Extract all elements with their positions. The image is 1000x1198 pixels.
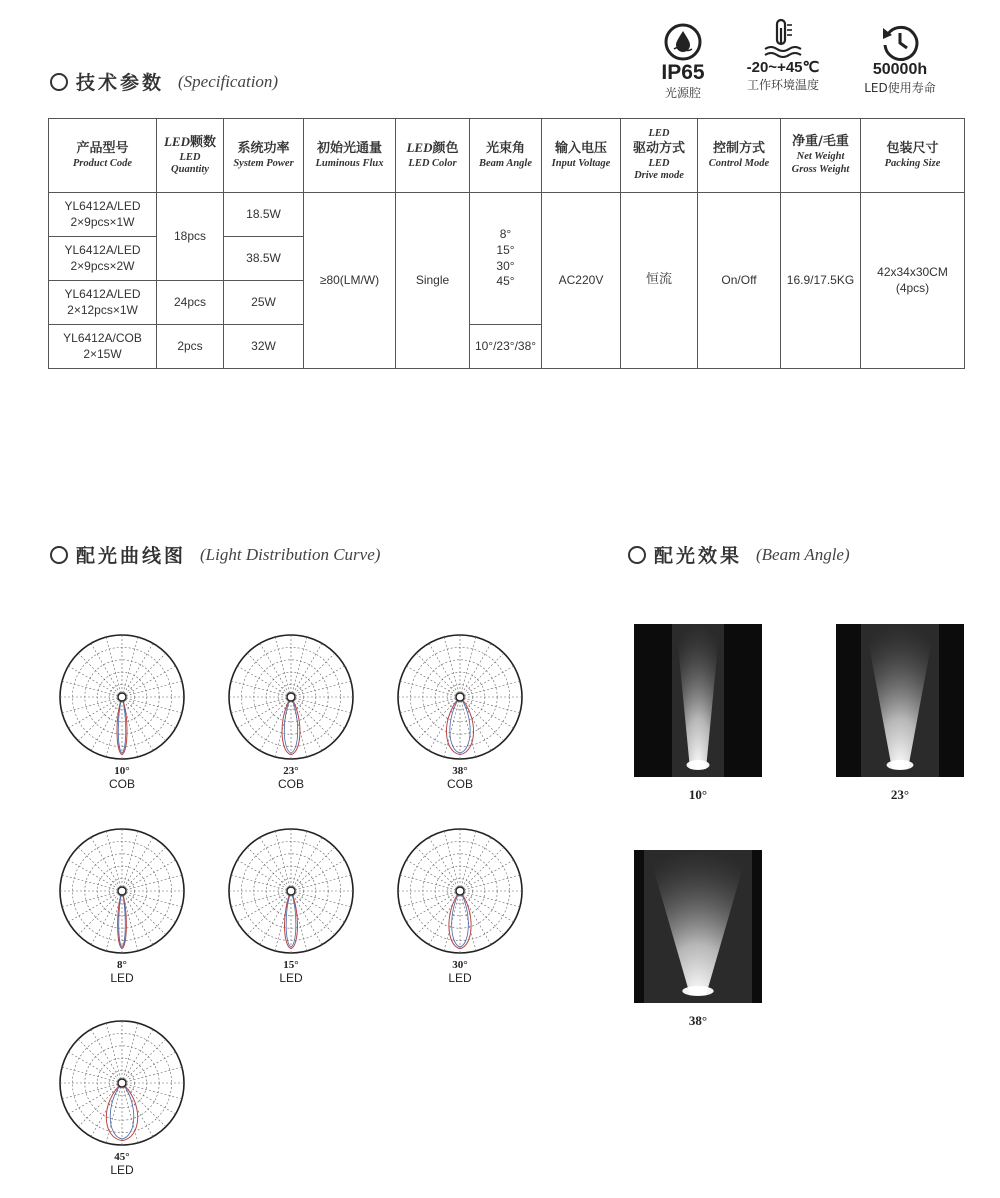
beam-hotspot bbox=[887, 760, 914, 770]
spec-heading bbox=[50, 68, 278, 95]
beam-degree-label: 38° bbox=[688, 1013, 708, 1028]
header-input-voltage: 输入电压 Input Voltage bbox=[542, 119, 621, 193]
cell-packing-size: 42x34x30CM (4pcs) bbox=[861, 193, 965, 369]
header-drive-mode: LED 驱动方式 LED Drive mode bbox=[621, 119, 698, 193]
curve-type-label: COB bbox=[277, 777, 304, 791]
beam-degree-label: 10° bbox=[688, 787, 708, 802]
cell-luminous-flux: ≥80(LM/W) bbox=[304, 193, 396, 369]
cell-weight: 16.9/17.5KG bbox=[781, 193, 861, 369]
header-control-mode: 控制方式 Control Mode bbox=[698, 119, 781, 193]
beam-photo bbox=[634, 850, 762, 1003]
curve-degree-label: 38° bbox=[452, 765, 468, 777]
cell-system-power: 32W bbox=[224, 325, 304, 369]
polar-center bbox=[456, 887, 464, 895]
header-led-quantity: LED颗数 LED Quantity bbox=[157, 119, 224, 193]
cell-led-color: Single bbox=[396, 193, 470, 369]
table-row bbox=[49, 193, 965, 237]
curve-degree-label: 30° bbox=[452, 959, 468, 971]
beam-heading bbox=[628, 541, 850, 568]
header-system-power: 系统功率 System Power bbox=[224, 119, 304, 193]
header-weight: 净重/毛重 Net Weight Gross Weight bbox=[781, 119, 861, 193]
cell-drive-mode: 恒流 bbox=[621, 193, 698, 369]
beam-title-zh: 配光效果 bbox=[654, 545, 743, 567]
polar-curve-38-cob bbox=[390, 628, 530, 791]
beam-hotspot bbox=[682, 986, 713, 996]
cell-product-code: YL6412A/COB 2×15W bbox=[49, 325, 157, 369]
ip65-badge bbox=[640, 22, 726, 101]
polar-center bbox=[287, 693, 295, 701]
cell-beam-angle-led: 8° 15° 30° 45° bbox=[470, 193, 542, 325]
temperature-sublabel: 工作环境温度 bbox=[746, 77, 819, 92]
header-luminous-flux: 初始光通量 Luminous Flux bbox=[304, 119, 396, 193]
lifetime-sublabel: LED使用寿命 bbox=[864, 80, 936, 95]
cell-system-power: 25W bbox=[224, 281, 304, 325]
cell-product-code: YL6412A/LED 2×9pcs×1W bbox=[49, 193, 157, 237]
polar-curve-30-led bbox=[390, 822, 530, 985]
water-drop-icon bbox=[663, 22, 703, 62]
beam-photo bbox=[634, 624, 762, 777]
curve-type-label: LED bbox=[110, 1163, 134, 1177]
beam-image-38 bbox=[634, 850, 762, 1029]
polar-curve-15-led bbox=[221, 822, 361, 985]
polar-center bbox=[287, 887, 295, 895]
curve-heading bbox=[50, 541, 380, 568]
cell-control-mode: On/Off bbox=[698, 193, 781, 369]
header-beam-angle: 光束角 Beam Angle bbox=[470, 119, 542, 193]
header-product-code: 产品型号 Product Code bbox=[49, 119, 157, 193]
cell-led-quantity: 24pcs bbox=[157, 281, 224, 325]
table-header-row bbox=[49, 119, 965, 193]
spec-table bbox=[48, 118, 965, 369]
curve-degree-label: 45° bbox=[114, 1151, 130, 1163]
polar-diagram bbox=[57, 822, 187, 957]
polar-center bbox=[118, 1079, 126, 1087]
polar-curve-45-led bbox=[52, 1014, 192, 1177]
temperature-label: -20~+45℃ bbox=[746, 59, 820, 76]
cell-system-power: 38.5W bbox=[224, 237, 304, 281]
beam-degree-label: 23° bbox=[890, 787, 910, 802]
polar-center bbox=[118, 693, 126, 701]
polar-curve-10-cob bbox=[52, 628, 192, 791]
curve-type-label: LED bbox=[279, 971, 303, 985]
beam-hotspot bbox=[687, 760, 710, 770]
cell-led-quantity: 2pcs bbox=[157, 325, 224, 369]
curve-degree-label: 10° bbox=[114, 765, 130, 777]
spec-title-en: (Specification) bbox=[178, 71, 279, 91]
ip65-sublabel: 光源腔 bbox=[664, 86, 701, 101]
curve-degree-label: 8° bbox=[117, 959, 127, 971]
beam-image-10 bbox=[634, 624, 762, 803]
curve-type-label: COB bbox=[446, 777, 473, 791]
clock-history-icon bbox=[880, 22, 920, 62]
lifetime-label: 50000h bbox=[872, 61, 928, 78]
beam-image-23 bbox=[836, 624, 964, 803]
polar-diagram bbox=[226, 628, 356, 763]
curve-type-label: LED bbox=[110, 971, 134, 985]
ip65-label: IP65 bbox=[661, 61, 705, 84]
cell-product-code: YL6412A/LED 2×12pcs×1W bbox=[49, 281, 157, 325]
circle-bullet-icon bbox=[50, 546, 68, 564]
polar-center bbox=[118, 887, 126, 895]
thermometer-icon bbox=[761, 18, 805, 60]
polar-diagram bbox=[395, 628, 525, 763]
cell-input-voltage: AC220V bbox=[542, 193, 621, 369]
header-packing-size: 包装尺寸 Packing Size bbox=[861, 119, 965, 193]
polar-center bbox=[456, 693, 464, 701]
polar-diagram bbox=[57, 1014, 187, 1149]
polar-diagram bbox=[226, 822, 356, 957]
curve-degree-label: 15° bbox=[283, 959, 299, 971]
circle-bullet-icon bbox=[50, 73, 68, 91]
polar-diagram bbox=[395, 822, 525, 957]
lifetime-badge bbox=[850, 22, 950, 96]
cell-system-power: 18.5W bbox=[224, 193, 304, 237]
temperature-badge bbox=[728, 18, 838, 93]
beam-photo bbox=[836, 624, 964, 777]
cell-beam-angle-cob: 10°/23°/38° bbox=[470, 325, 542, 369]
circle-bullet-icon bbox=[628, 546, 646, 564]
curve-title-en: (Light Distribution Curve) bbox=[200, 544, 381, 564]
polar-curve-23-cob bbox=[221, 628, 361, 791]
curve-degree-label: 23° bbox=[283, 765, 299, 777]
polar-curve-8-led bbox=[52, 822, 192, 985]
curve-type-label: LED bbox=[448, 971, 472, 985]
header-led-color: LED颜色 LED Color bbox=[396, 119, 470, 193]
polar-diagram bbox=[57, 628, 187, 763]
spec-title-zh: 技术参数 bbox=[76, 72, 165, 94]
cell-product-code: YL6412A/LED 2×9pcs×2W bbox=[49, 237, 157, 281]
curve-title-zh: 配光曲线图 bbox=[76, 545, 187, 567]
cell-led-quantity: 18pcs bbox=[157, 193, 224, 281]
beam-title-en: (Beam Angle) bbox=[756, 544, 850, 564]
curve-type-label: COB bbox=[108, 777, 135, 791]
